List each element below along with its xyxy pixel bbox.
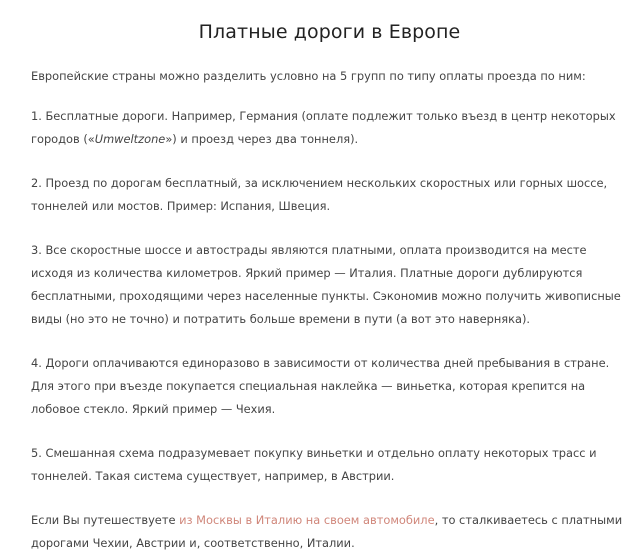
- paragraph-group-1-text-start: 1. Бесплатные дороги. Например, Германия (оплате подлежит только въезд в центр некоторых городов («: [31, 109, 616, 146]
- paragraph-group-5: 5. Смешанная схема подразумевает покупку виньетки и отдельно оплату некоторых трасс и тоннелей. Такая система существует, например, в Австрии.: [31, 446, 597, 483]
- paragraph-group-1: [31, 105, 628, 151]
- outro-paragraph: [31, 509, 628, 555]
- umweltzone-term: Umweltzone: [94, 132, 166, 146]
- paragraph-group-4: 4. Дороги оплачиваются единоразово в зависимости от количества дней пребывания в стране. Для этого при въезде покупается специальная наклейка — виньетка, которая крепится на лобовое стекло. Яркий пример — Чехия.: [31, 356, 610, 416]
- paragraph-group-1-text-end: ») и проезд через два тоннеля).: [165, 132, 359, 146]
- outro-text-end: , то сталкиваетесь с платными дорогами Чехии, Австрии и, соответственно, Италии.: [31, 513, 623, 550]
- article-body: [31, 65, 628, 555]
- paragraph-group-2: 2. Проезд по дорогам бесплатный, за исключением нескольких скоростных или горных шоссе, тоннелей или мостов. Пример: Испания, Швеция.: [31, 176, 608, 213]
- moscow-italy-car-link[interactable]: из Москвы в Италию на своем автомобиле: [179, 513, 435, 527]
- paragraph-group-3: 3. Все скоростные шоссе и автострады являются платными, оплата производится на месте исходя из количества километров. Яркий пример — Италия. Платные дороги дублируются бесплатными, проходящими через населенные пункты. Сэкономив можно получить живописные виды (но это не точно) и потратить больше времени в пути (а вот это наверняка).: [31, 243, 621, 326]
- outro-text-start: Если Вы путешествуете: [31, 513, 180, 527]
- page-title: Платные дороги в Европе: [198, 21, 461, 43]
- intro-paragraph: Европейские страны можно разделить условно на 5 групп по типу оплаты проезда по ним:: [31, 69, 586, 83]
